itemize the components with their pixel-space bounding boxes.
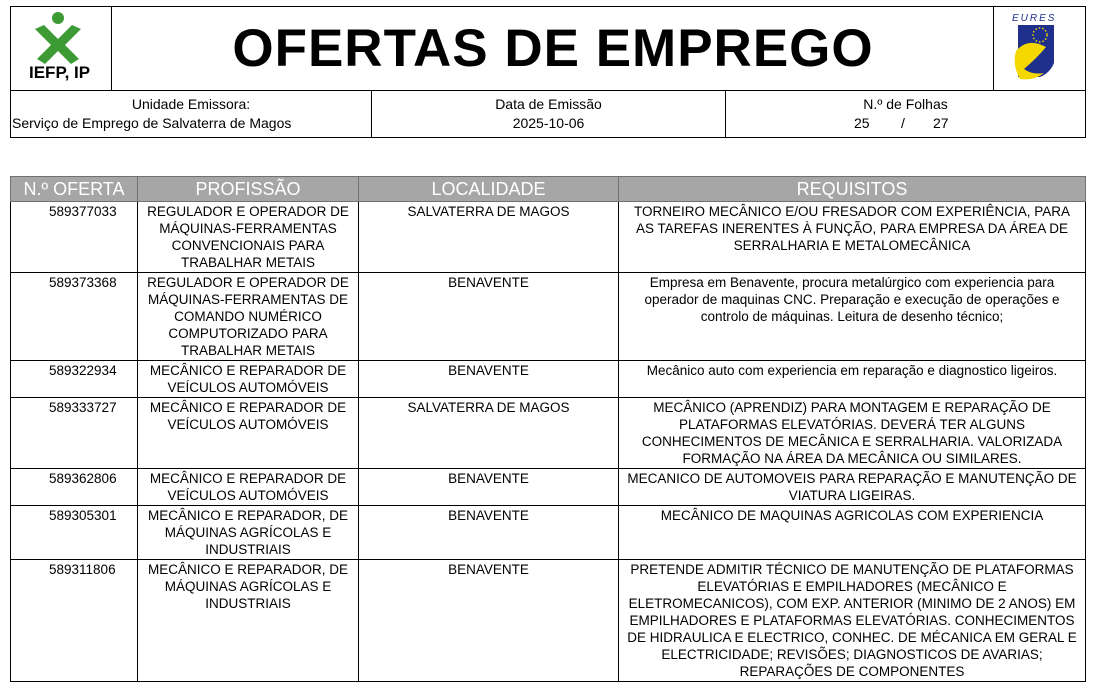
profession-cell: REGULADOR E OPERADOR DE MÁQUINAS-FERRAMENTAS CONVENCIONAIS PARA TRABALHAR METAIS	[138, 202, 359, 273]
page-title: OFERTAS DE EMPREGO	[232, 19, 874, 78]
iefp-logo	[11, 7, 112, 90]
profession-cell: MECÂNICO E REPARADOR, DE MÁQUINAS AGRÍCOLAS E INDUSTRIAIS	[138, 560, 359, 682]
sheet-current: 25	[854, 115, 870, 131]
col-header-location: LOCALIDADE	[359, 177, 619, 202]
location-cell: BENAVENTE	[359, 361, 619, 398]
eures-text: EURES	[1012, 13, 1057, 24]
eures-logo-icon	[994, 7, 1084, 89]
iefp-logo-icon	[11, 7, 111, 89]
offer-number-cell: 589322934	[11, 361, 138, 398]
profession-cell: MECÂNICO E REPARADOR DE VEÍCULOS AUTOMÓVEIS	[138, 361, 359, 398]
table-body	[11, 202, 1086, 682]
table-row	[11, 361, 1086, 398]
requirements-cell: Mecânico auto com experiencia em reparação e diagnostico ligeiros.	[619, 361, 1086, 398]
offer-number-cell: 589311806	[11, 560, 138, 682]
requirements-cell: MECÂNICO (APRENDIZ) PARA MONTAGEM E REPARAÇÃO DE PLATAFORMAS ELEVATÓRIAS. DEVERÁ TER ALGUNS CONHECIMENTOS DE MECÂNICA E SERRALHARIA. VALORIZADA FORMAÇÃO NA ÁREA DA MECÂNICA OU SIMILARES.	[619, 398, 1086, 469]
offer-number-cell: 589305301	[11, 506, 138, 560]
profession-cell: MECÂNICO E REPARADOR DE VEÍCULOS AUTOMÓVEIS	[138, 398, 359, 469]
requirements-cell: MECANICO DE AUTOMOVEIS PARA REPARAÇÃO E MANUTENÇÃO DE VIATURA LIGEIRAS.	[619, 469, 1086, 506]
offer-number-cell: 589377033	[11, 202, 138, 273]
table-row	[11, 506, 1086, 560]
location-cell: BENAVENTE	[359, 273, 619, 361]
sheet-separator: /	[901, 115, 905, 131]
job-offers-table	[10, 176, 1086, 682]
profession-cell: MECÂNICO E REPARADOR DE VEÍCULOS AUTOMÓVEIS	[138, 469, 359, 506]
location-cell: BENAVENTE	[359, 469, 619, 506]
location-cell: SALVATERRA DE MAGOS	[359, 398, 619, 469]
issue-date-cell	[372, 91, 726, 138]
requirements-cell: Empresa em Benavente, procura metalúrgico com experiencia para operador de maquinas CNC. Preparação e execução de operações e controlo de máquinas. Leitura de desenho técnico;	[619, 273, 1086, 361]
requirements-cell: TORNEIRO MECÂNICO E/OU FRESADOR COM EXPERIÊNCIA, PARA AS TAREFAS INERENTES À FUNÇÃO, PARA EMPRESA DA ÁREA DE SERRALHARIA E METALOMECÂNICA	[619, 202, 1086, 273]
profession-cell: REGULADOR E OPERADOR DE MÁQUINAS-FERRAMENTAS DE COMANDO NUMÉRICO COMPUTORIZADO PARA TRABALHAR METAIS	[138, 273, 359, 361]
title-area	[112, 7, 994, 90]
document-header	[10, 6, 1086, 138]
issue-date-value: 2025-10-06	[512, 115, 585, 131]
issuing-unit-label: Unidade Emissora:	[131, 96, 251, 112]
offer-number-cell: 589373368	[11, 273, 138, 361]
issuing-unit-value: Serviço de Emprego de Salvaterra de Magos	[12, 115, 292, 131]
sheets-cell	[726, 91, 1085, 138]
table-row	[11, 202, 1086, 273]
eures-logo	[993, 7, 1085, 90]
info-row	[11, 90, 1085, 138]
location-cell: BENAVENTE	[359, 506, 619, 560]
table-row	[11, 560, 1086, 682]
table-row	[11, 469, 1086, 506]
sheet-total: 27	[933, 115, 949, 131]
table-row	[11, 398, 1086, 469]
sheets-label: N.º de Folhas	[863, 96, 948, 112]
table-header-row	[11, 177, 1086, 202]
issuing-unit-cell	[11, 91, 372, 138]
location-cell: SALVATERRA DE MAGOS	[359, 202, 619, 273]
table-row	[11, 273, 1086, 361]
logo-text: IEFP, IP	[29, 63, 91, 82]
issue-date-label: Data de Emissão	[495, 96, 602, 112]
col-header-offer-number: N.º OFERTA	[11, 177, 138, 202]
profession-cell: MECÂNICO E REPARADOR, DE MÁQUINAS AGRÍCOLAS E INDUSTRIAIS	[138, 506, 359, 560]
requirements-cell: MECÂNICO DE MAQUINAS AGRICOLAS COM EXPERIENCIA	[619, 506, 1086, 560]
offer-number-cell: 589362806	[11, 469, 138, 506]
col-header-profession: PROFISSÃO	[138, 177, 359, 202]
offer-number-cell: 589333727	[11, 398, 138, 469]
requirements-cell: PRETENDE ADMITIR TÉCNICO DE MANUTENÇÃO DE PLATAFORMAS ELEVATÓRIAS E EMPILHADORES (MECÂNICO E ELETROMECANICOS), COM EXP. ANTERIOR (MINIMO DE 2 ANOS) EM EMPILHADORES E PLATAFORMAS ELEVATÓRIAS. CONHECIMENTOS DE HIDRAULICA E ELECTRICO, CONHEC. DE MÉCANICA EM GERAL E ELECTRICIDADE; REVISÕES; DIAGNOSTICOS DE AVARIAS; REPARAÇÕES DE COMPONENTES	[619, 560, 1086, 682]
col-header-requirements: REQUISITOS	[619, 177, 1086, 202]
location-cell: BENAVENTE	[359, 560, 619, 682]
